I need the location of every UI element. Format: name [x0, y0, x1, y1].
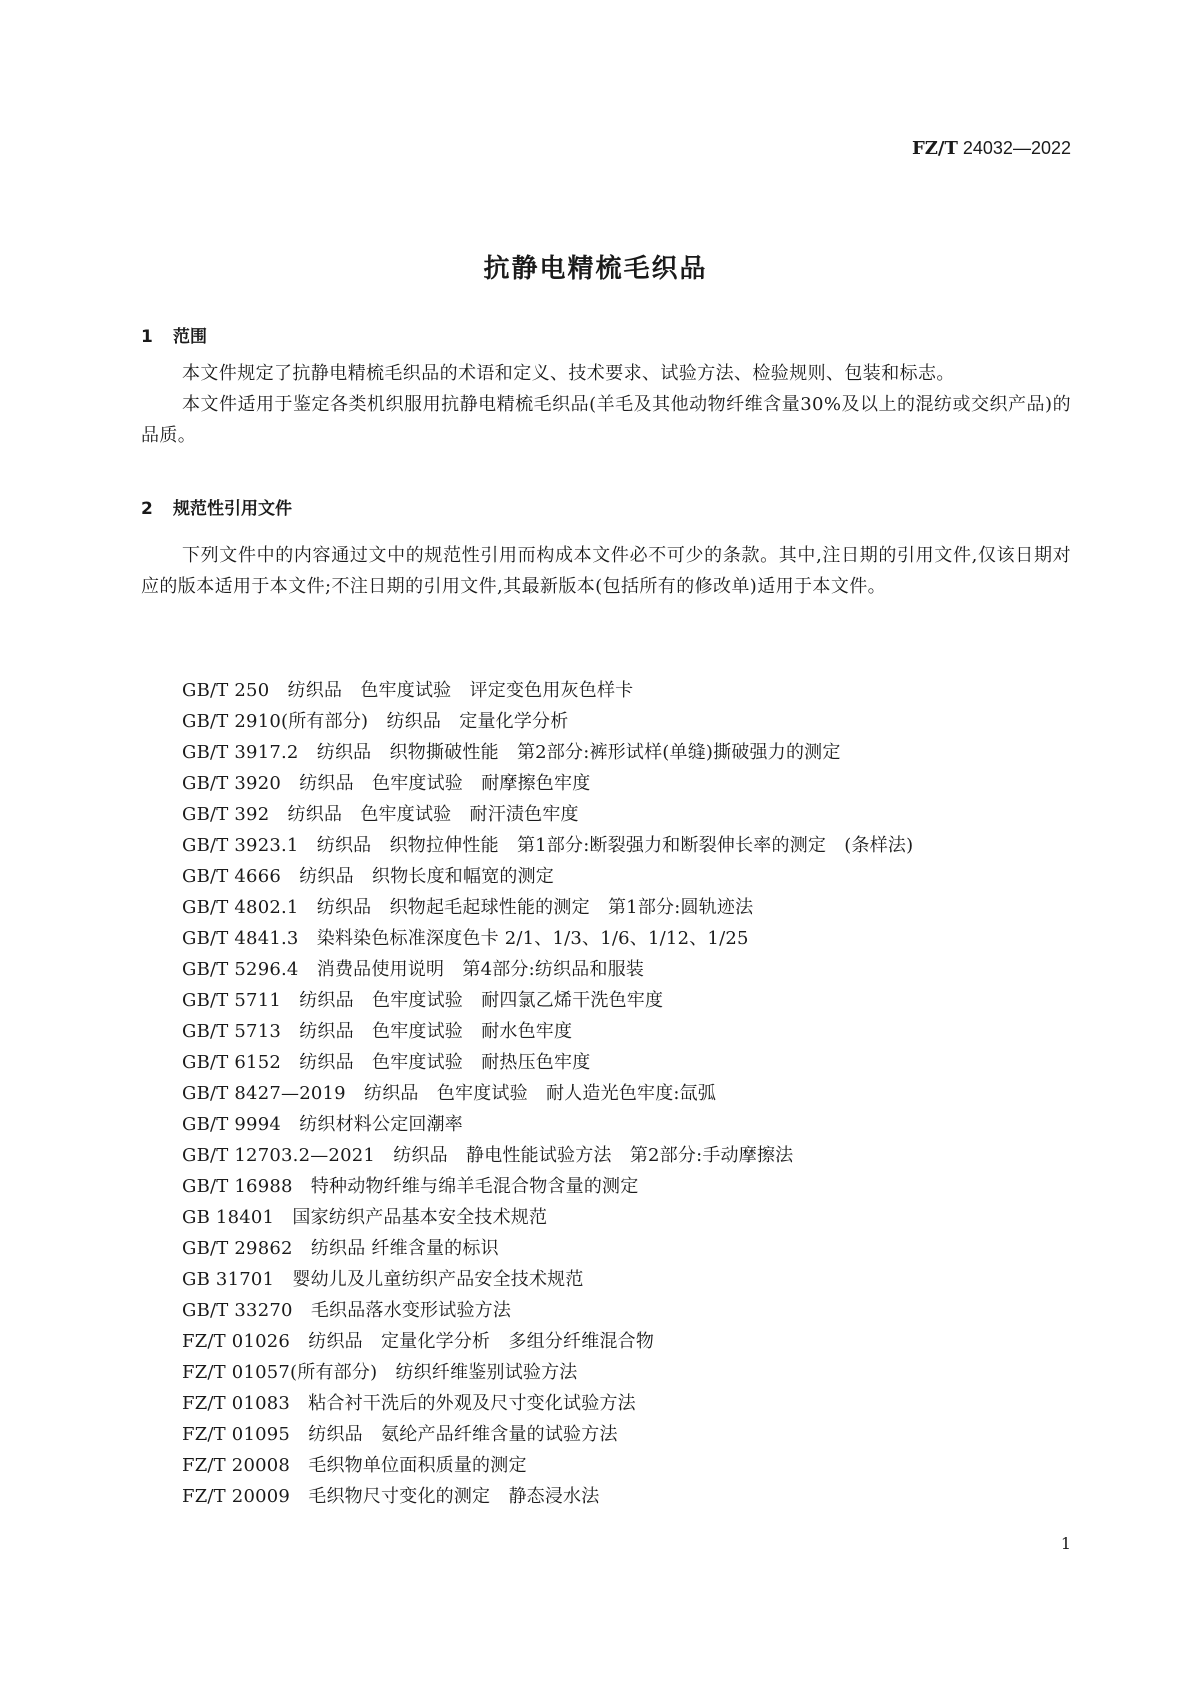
standard-code-prefix: FZ/T — [911, 138, 958, 159]
reference-list — [182, 675, 913, 1512]
reference-item: GB/T 4841.3 染料染色标准深度色卡 2/1、1/3、1/6、1/12、1/25 — [182, 928, 749, 949]
reference-item: GB/T 5296.4 消费品使用说明 第4部分:纺织品和服装 — [182, 959, 645, 980]
reference-item: GB/T 8427—2019 纺织品 色牢度试验 耐人造光色牢度:氙弧 — [182, 1083, 717, 1104]
normative-intro-paragraph: 下列文件中的内容通过文中的规范性引用而构成本文件必不可少的条款。其中,注日期的引用文件,仅该日期对应的版本适用于本文件;不注日期的引用文件,其最新版本(包括所有的修改单)适用于本文件。 — [141, 545, 1071, 597]
reference-item: GB/T 3917.2 纺织品 织物撕破性能 第2部分:裤形试样(单缝)撕破强力的测定 — [182, 742, 841, 763]
section-heading-scope — [141, 322, 207, 347]
reference-item: FZ/T 01026 纺织品 定量化学分析 多组分纤维混合物 — [182, 1331, 655, 1352]
reference-item: GB/T 4802.1 纺织品 织物起毛起球性能的测定 第1部分:圆轨迹法 — [182, 897, 754, 918]
reference-item: FZ/T 01057(所有部分) 纺织纤维鉴别试验方法 — [182, 1362, 578, 1383]
scope-paragraph-2: 本文件适用于鉴定各类机织服用抗静电精梳毛织品(羊毛及其他动物纤维含量30%及以上的混纺或交织产品)的品质。 — [141, 394, 1071, 446]
reference-item: GB 18401 国家纺织产品基本安全技术规范 — [182, 1207, 548, 1228]
reference-item: GB/T 3920 纺织品 色牢度试验 耐摩擦色牢度 — [182, 773, 591, 794]
reference-item: GB 31701 婴幼儿及儿童纺织产品安全技术规范 — [182, 1269, 584, 1290]
page-number: 1 — [1060, 1534, 1071, 1553]
reference-item: FZ/T 20008 毛织物单位面积质量的测定 — [182, 1455, 527, 1476]
reference-item: FZ/T 01095 纺织品 氨纶产品纤维含量的试验方法 — [182, 1424, 618, 1445]
reference-item: GB/T 33270 毛织品落水变形试验方法 — [182, 1300, 512, 1321]
reference-item: GB/T 5711 纺织品 色牢度试验 耐四氯乙烯干洗色牢度 — [182, 990, 664, 1011]
reference-item: GB/T 250 纺织品 色牢度试验 评定变色用灰色样卡 — [182, 680, 634, 701]
scope-paragraph-1: 本文件规定了抗静电精梳毛织品的术语和定义、技术要求、试验方法、检验规则、包装和标志。 — [182, 363, 955, 384]
reference-item: GB/T 16988 特种动物纤维与绵羊毛混合物含量的测定 — [182, 1176, 639, 1197]
reference-item: FZ/T 20009 毛织物尺寸变化的测定 静态浸水法 — [182, 1486, 600, 1507]
section-heading-normative-references — [141, 494, 292, 519]
reference-item: GB/T 29862 纺织品 纤维含量的标识 — [182, 1238, 499, 1259]
reference-item: GB/T 12703.2—2021 纺织品 静电性能试验方法 第2部分:手动摩擦法 — [182, 1145, 794, 1166]
reference-item: GB/T 392 纺织品 色牢度试验 耐汗渍色牢度 — [182, 804, 579, 825]
standard-code-number: 24032—2022 — [962, 138, 1071, 158]
section-title: 范围 — [173, 327, 207, 347]
reference-item: GB/T 3923.1 纺织品 织物拉伸性能 第1部分:断裂强力和断裂伸长率的测定 (条样法) — [182, 835, 914, 856]
reference-item: GB/T 9994 纺织材料公定回潮率 — [182, 1114, 464, 1135]
reference-item: FZ/T 01083 粘合衬干洗后的外观及尺寸变化试验方法 — [182, 1393, 636, 1414]
section-number: 2 — [141, 499, 153, 519]
standard-code — [912, 138, 1071, 159]
section-number: 1 — [141, 327, 153, 347]
reference-item: GB/T 4666 纺织品 织物长度和幅宽的测定 — [182, 866, 555, 887]
reference-item: GB/T 6152 纺织品 色牢度试验 耐热压色牢度 — [182, 1052, 591, 1073]
reference-item: GB/T 2910(所有部分) 纺织品 定量化学分析 — [182, 711, 569, 732]
reference-item: GB/T 5713 纺织品 色牢度试验 耐水色牢度 — [182, 1021, 573, 1042]
section-title: 规范性引用文件 — [173, 499, 292, 519]
document-title: 抗静电精梳毛织品 — [483, 254, 708, 284]
